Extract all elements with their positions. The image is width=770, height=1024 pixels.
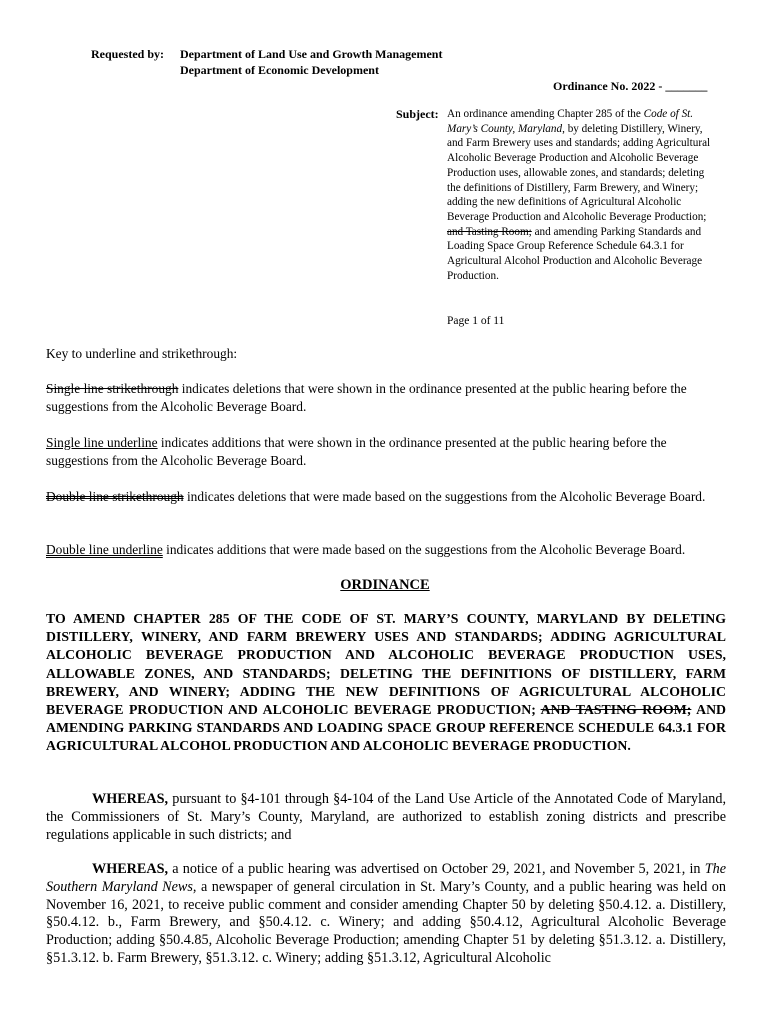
ordinance-title: [0, 577, 770, 594]
subject-part-1: An ordinance amending Chapter 285 of the: [447, 108, 644, 120]
key-single-underline: [46, 434, 726, 469]
subject-part-3: and amending Parking Standards and Loading Space Group Reference Schedule 64.3.1 for Agricultural Alcohol Production and Alcoholic Beverage Production.: [447, 225, 703, 282]
department-2: Department of Economic Development: [180, 63, 379, 77]
ordinance-caption-part-2: AND AMENDING PARKING STANDARDS AND LOADING SPACE GROUP REFERENCE SCHEDULE 64.3.1 FOR AGRICULTURAL ALCOHOL PRODUCTION AND ALCOHOLIC BEVERAGE PRODUCTION.: [46, 702, 726, 754]
ordinance-title-text: ORDINANCE: [340, 577, 430, 593]
key-double-strike-desc: indicates deletions that were made based on the suggestions from the Alcoholic Beverage Board.: [183, 489, 706, 504]
key-single-strike: [46, 380, 726, 415]
subject-label: Subject:: [396, 107, 439, 121]
ordinance-caption: [46, 610, 726, 756]
key-heading: Key to underline and strikethrough:: [46, 346, 238, 361]
ordinance-caption-part-1: TO AMEND CHAPTER 285 OF THE CODE OF ST. MARY’S COUNTY, MARYLAND BY DELETING DISTILLERY, WINERY, AND FARM BREWERY USES AND STANDARDS; ADDING AGRICULTURAL ALCOHOLIC BEVERAGE PRODUCTION AND ALCOHOLIC BEVERAGE PRODUCTION USES, ALLOWABLE ZONES, AND STANDARDS; DELETING THE DEFINITIONS OF DISTILLERY, FARM BREWERY, AND WINERY; ADDING THE NEW DEFINITIONS OF AGRICULTURAL ALCOHOLIC BEVERAGE PRODUCTION AND ALCOHOLIC BEVERAGE PRODUCTION;: [46, 611, 726, 718]
key-double-strike-sample: Double line strikethrough: [46, 489, 184, 504]
subject-struck-text: and Tasting Room;: [447, 225, 532, 238]
subject-part-2: , by deleting Distillery, Winery, and Farm Brewery uses and standards; adding Agricultural Alcoholic Beverage Production and Alcoholic Beverage Production uses, allowable zones, and standards; deleting the definitions of Distillery, Farm Brewery, and Winery; adding the new definitions of Agricultural Alcoholic Beverage Production and Alcoholic Beverage Production;: [447, 122, 711, 223]
key-double-underline-desc: indicates additions that were made based on the suggestions from the Alcoholic Beverage Board.: [162, 542, 686, 557]
whereas-paragraph-1: [46, 791, 726, 844]
whereas-paragraph-2: [46, 861, 726, 968]
department-1: Department of Land Use and Growth Management: [180, 47, 443, 61]
key-double-strike: [46, 488, 726, 506]
whereas-1-text: pursuant to §4-101 through §4-104 of the Land Use Article of the Annotated Code of Maryland, the Commissioners of St. Mary’s County, Maryland, are authorized to establish zoning districts and prescribe regulations applicable in such districts; and: [46, 791, 726, 843]
subject-text: [447, 107, 719, 283]
key-single-strike-sample: Single line strikethrough: [46, 381, 179, 396]
ordinance-number: Ordinance No. 2022 - _______: [553, 79, 708, 93]
subject-code-title: Code of St. Mary’s County, Maryland: [447, 108, 694, 135]
whereas-1-lead: WHEREAS,: [92, 791, 169, 807]
key-double-underline-sample: Double line underline: [46, 542, 163, 557]
whereas-2-text-1: a notice of a public hearing was advertised on October 29, 2021, and November 5, 2021, in: [168, 861, 705, 877]
whereas-2-lead: WHEREAS,: [92, 861, 169, 877]
key-single-strike-desc: indicates deletions that were shown in the ordinance presented at the public hearing before the suggestions from the Alcoholic Beverage Board.: [46, 381, 687, 414]
whereas-2-newspaper: The Southern Maryland News: [46, 861, 726, 895]
key-single-underline-desc: indicates additions that were shown in the ordinance presented at the public hearing before the suggestions from the Alcoholic Beverage Board.: [46, 435, 667, 468]
key-double-underline: [46, 541, 736, 559]
ordinance-caption-struck: AND TASTING ROOM;: [540, 702, 692, 718]
key-single-underline-sample: Single line underline: [46, 435, 158, 450]
page-number: Page 1 of 11: [447, 315, 505, 327]
requested-by-label: Requested by:: [91, 47, 165, 61]
whereas-2-text-2: , a newspaper of general circulation in St. Mary’s County, and a public hearing was held on November 16, 2021, to receive public comment and consider amending Chapter 50 by deleting §50.4.12. a. Distillery, §50.4.12. b., Farm Brewery, and §50.4.12. c. Winery; and adding §50.4.12, Agricultural Alcoholic Beverage Production; adding §50.4.85, Alcoholic Beverage Production; amending Chapter 51 by deleting §51.3.12. a. Distillery, §51.3.12. b. Farm Brewery, §51.3.12. c. Winery; adding §51.3.12, Agricultural Alcoholic: [46, 878, 726, 966]
